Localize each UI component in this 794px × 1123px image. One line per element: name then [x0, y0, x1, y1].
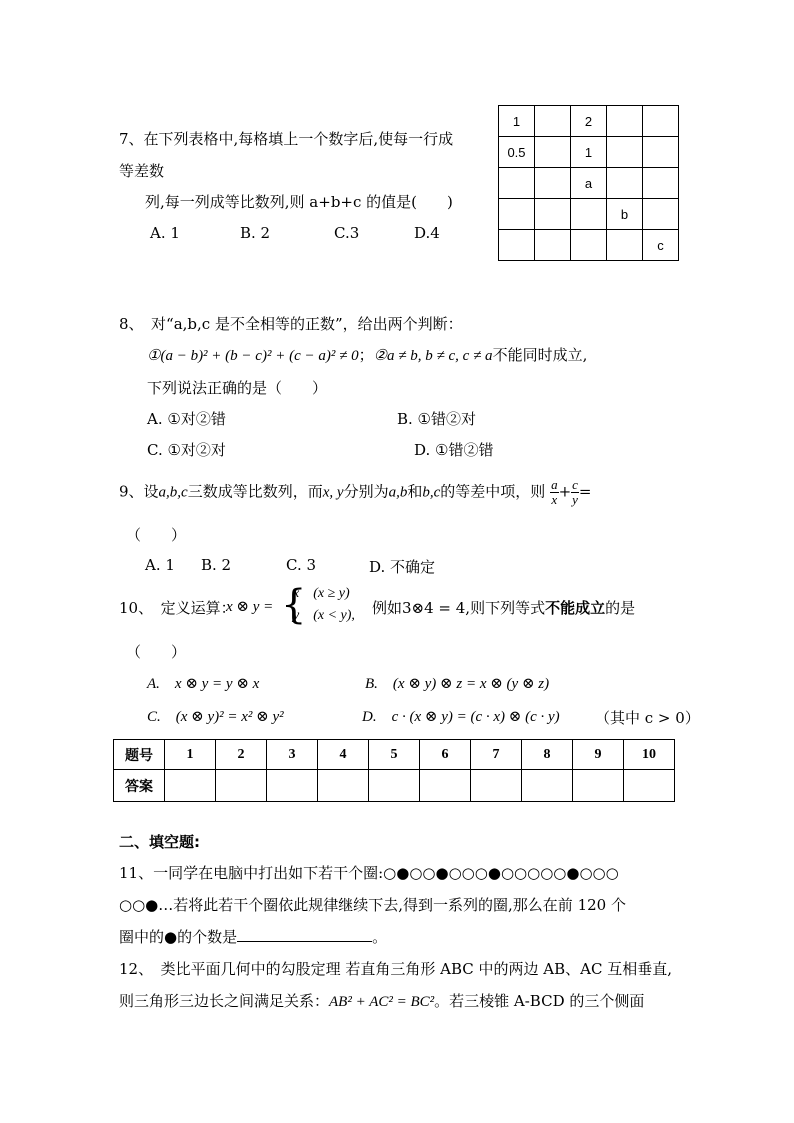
question-number: 4 [318, 740, 369, 770]
grid-cell [607, 168, 643, 199]
question-number: 8 [522, 740, 573, 770]
q11-line3-text: 圈中的●的个数是 [119, 928, 238, 946]
q10-tail-bold: 不能成立 [545, 599, 606, 617]
q10-paren: （ ） [126, 643, 187, 661]
q9-xy: x, y [322, 484, 344, 501]
q8-sep: ； [358, 346, 374, 364]
q11-line3 [119, 926, 387, 947]
q7-line2: 等差数 [119, 162, 165, 180]
q9-prefix: 9、设 [119, 482, 159, 501]
answer-table-answer-label: 答案 [114, 770, 165, 802]
grid-cell [607, 106, 643, 137]
q8-line1: 8、 对“a,b,c 是不全相等的正数”，给出两个判断： [119, 315, 463, 333]
q9-mid1: 三数成等比数列，而 [187, 482, 323, 501]
answer-cell[interactable] [522, 770, 573, 802]
question-number: 10 [624, 740, 675, 770]
q9-option-d: D. 不确定 [369, 558, 436, 576]
q10-case1: x (x ≥ y) [293, 586, 350, 601]
q9-fraction-c-over-y [571, 478, 579, 507]
q9-option-b: B. 2 [201, 556, 232, 574]
grid-cell [643, 199, 679, 230]
grid-cell [607, 137, 643, 168]
q9-mid2: 分别为 [343, 482, 389, 501]
grid-cell: b [607, 199, 643, 230]
q7-option-c: C.3 [334, 224, 360, 242]
grid-cell [535, 168, 571, 199]
grid-cell [535, 106, 571, 137]
q12-line1: 12、 类比平面几何中的勾股定理 若直角三角形 ABC 中的两边 AB、AC 互相垂直, [119, 960, 672, 978]
q9-bc: b,c [422, 484, 441, 501]
q7-option-d: D.4 [414, 224, 440, 242]
q11-line2: ○○●…若将此若干个圈依此规律继续下去,得到一系列的圈,那么在前 120 个 [119, 896, 626, 914]
q8-option-c: C. ①对②对 [147, 441, 226, 459]
q9-mid3: 的等差中项，则 [440, 482, 546, 501]
grid-cell [571, 199, 607, 230]
question-number: 3 [267, 740, 318, 770]
q7-line3: 列,每一列成等比数列,则 a+b+c 的值是( ) [145, 193, 453, 211]
q11-answer-blank[interactable] [237, 927, 372, 942]
answer-cell[interactable] [267, 770, 318, 802]
answer-cell[interactable] [624, 770, 675, 802]
q11-line3-end: 。 [372, 928, 388, 946]
grid-cell [535, 230, 571, 261]
q11-line1: 11、一同学在电脑中打出如下若干个圈:○●○○●○○○●○○○○○●○○○ [119, 864, 619, 882]
answer-cell[interactable] [216, 770, 267, 802]
answer-cell[interactable] [369, 770, 420, 802]
answer-cell[interactable] [573, 770, 624, 802]
q10-option-d: D. c · (x ⊗ y) = (c · x) ⊗ (c · y) [362, 709, 560, 725]
q10-tail: 则下列等式 [470, 599, 546, 617]
grid-cell [499, 168, 535, 199]
q10-example-line [372, 597, 635, 618]
q9-line1 [119, 478, 592, 507]
q8-line3: 下列说法正确的是（ ） [147, 379, 328, 397]
grid-cell [571, 230, 607, 261]
q8-line2 [147, 344, 587, 365]
q9-fraction-a-over-x [550, 478, 559, 507]
q8-option-b: B. ①错②对 [397, 410, 477, 428]
q7-number-grid [498, 105, 679, 261]
q12-line2 [119, 990, 644, 1011]
q8-expr1: ①(a − b)² + (b − c)² + (c − a)² ≠ 0 [147, 348, 359, 364]
question-number: 6 [420, 740, 471, 770]
q10-brace: { [281, 582, 307, 628]
q9-paren: （ ） [126, 526, 187, 544]
frac-numerator: a [551, 477, 558, 492]
q7-line1: 7、在下列表格中,每格填上一个数字后,使每一行成 [119, 130, 454, 148]
q10-case2: y (x < y), [293, 608, 355, 623]
frac-denominator: x [551, 492, 558, 507]
question-number: 9 [573, 740, 624, 770]
q12-line2-text: 则三角形三边长之间满足关系： [119, 992, 330, 1010]
grid-cell: 1 [499, 106, 535, 137]
question-number: 1 [165, 740, 216, 770]
grid-cell [535, 137, 571, 168]
q12-line2-end: 。若三棱锥 A-BCD 的三个侧面 [434, 992, 645, 1010]
answer-cell[interactable] [318, 770, 369, 802]
q9-option-c: C. 3 [286, 556, 317, 574]
q10-option-a: A. x ⊗ y = y ⊗ x [147, 676, 260, 692]
grid-cell [535, 199, 571, 230]
answer-cell[interactable] [420, 770, 471, 802]
q9-and: 和 [407, 482, 423, 501]
q8-option-d: D. ①错②错 [414, 441, 494, 459]
q10-option-c: C. (x ⊗ y)² = x² ⊗ y² [147, 709, 284, 725]
q10-prefix: 10、 定义运算： [119, 599, 236, 617]
q10-example: 例如3⊗4 = 4, [372, 599, 471, 617]
q9-ab: a,b [388, 484, 408, 501]
question-number: 7 [471, 740, 522, 770]
frac-denominator: y [572, 492, 578, 507]
answer-cell[interactable] [165, 770, 216, 802]
q12-formula: AB² + AC² = BC² [329, 994, 435, 1010]
grid-cell [643, 168, 679, 199]
q7-option-a: A. 1 [150, 224, 180, 242]
answer-cell[interactable] [471, 770, 522, 802]
question-number: 5 [369, 740, 420, 770]
q9-option-a: A. 1 [145, 556, 175, 574]
answer-table-header-label: 题号 [114, 740, 165, 770]
q9-plus: + [558, 482, 572, 501]
grid-cell [643, 137, 679, 168]
question-number: 2 [216, 740, 267, 770]
q9-abc: a,b,c [158, 484, 188, 501]
grid-cell: 1 [571, 137, 607, 168]
q8-expr2: ②a ≠ b, b ≠ c, c ≠ a [373, 348, 493, 364]
frac-numerator: c [572, 477, 578, 492]
q7-option-b: B. 2 [240, 224, 271, 242]
grid-cell: c [643, 230, 679, 261]
grid-cell: a [571, 168, 607, 199]
grid-cell [607, 230, 643, 261]
q8-option-a: A. ①对②错 [147, 410, 226, 428]
answer-table [113, 739, 675, 802]
section2-title: 二、填空题: [119, 833, 200, 851]
grid-cell [499, 199, 535, 230]
grid-cell [499, 230, 535, 261]
q10-tail-end: 的是 [605, 599, 636, 617]
grid-cell [643, 106, 679, 137]
q9-equals: = [578, 482, 592, 501]
q10-option-b: B. (x ⊗ y) ⊗ z = x ⊗ (y ⊗ z) [365, 676, 550, 692]
q10-option-d-note: （其中 c > 0） [595, 709, 700, 727]
grid-cell: 2 [571, 106, 607, 137]
q8-expr2-tail: 不能同时成立, [492, 346, 588, 364]
grid-cell: 0.5 [499, 137, 535, 168]
q10-lhs: x ⊗ y = [226, 599, 274, 615]
